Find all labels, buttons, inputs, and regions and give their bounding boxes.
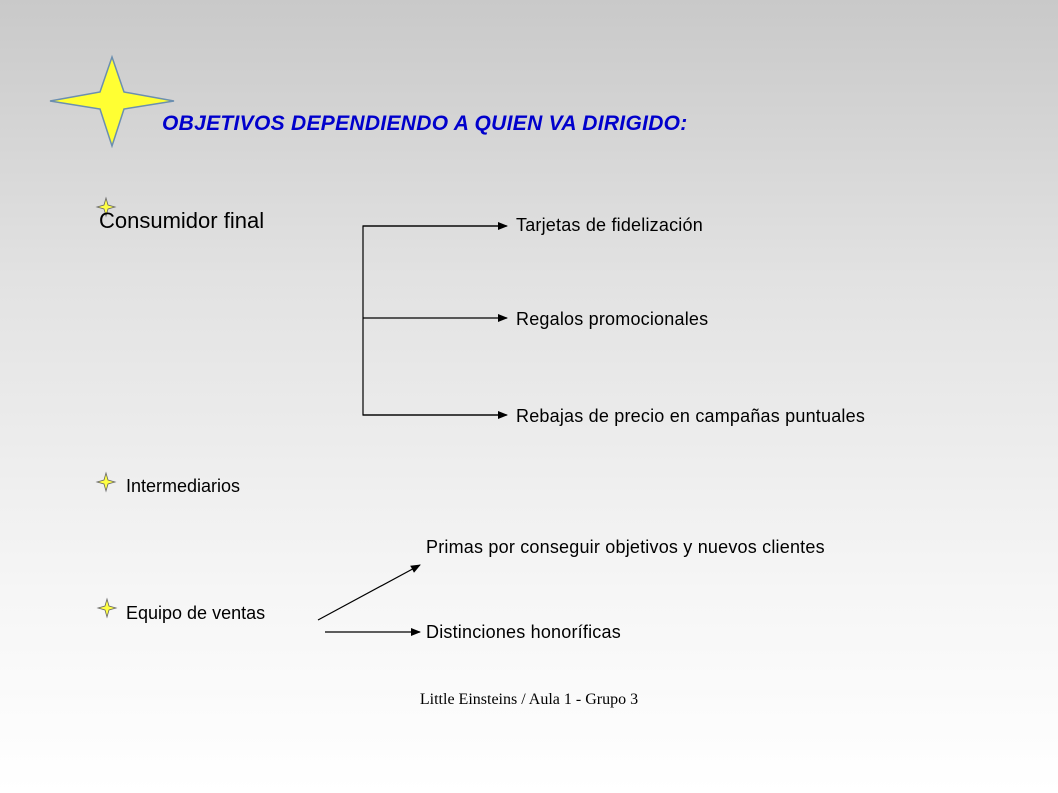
- group-label-intermediarios: Intermediarios: [126, 476, 241, 496]
- item-tarjetas: Tarjetas de fidelización: [516, 215, 703, 235]
- item-distinciones: Distinciones honoríficas: [426, 622, 621, 642]
- item-primas: Primas por conseguir objetivos y nuevos clientes: [426, 537, 825, 557]
- item-regalos: Regalos promocionales: [516, 309, 709, 329]
- arrow-primas: [318, 565, 420, 620]
- four-point-star-icon: [50, 57, 174, 146]
- bracket-connector: [363, 226, 506, 415]
- group-label-consumidor: Consumidor final: [99, 208, 265, 233]
- item-rebajas: Rebajas de precio en campañas puntuales: [516, 406, 866, 426]
- bullet-star-icon: [97, 473, 115, 491]
- slide-title: OBJETIVOS DEPENDIENDO A QUIEN VA DIRIGIDO:: [162, 112, 688, 135]
- group-label-equipo: Equipo de ventas: [126, 603, 266, 623]
- slide-footer: Little Einsteins / Aula 1 - Grupo 3: [419, 691, 639, 708]
- bullet-star-icon: [98, 599, 116, 617]
